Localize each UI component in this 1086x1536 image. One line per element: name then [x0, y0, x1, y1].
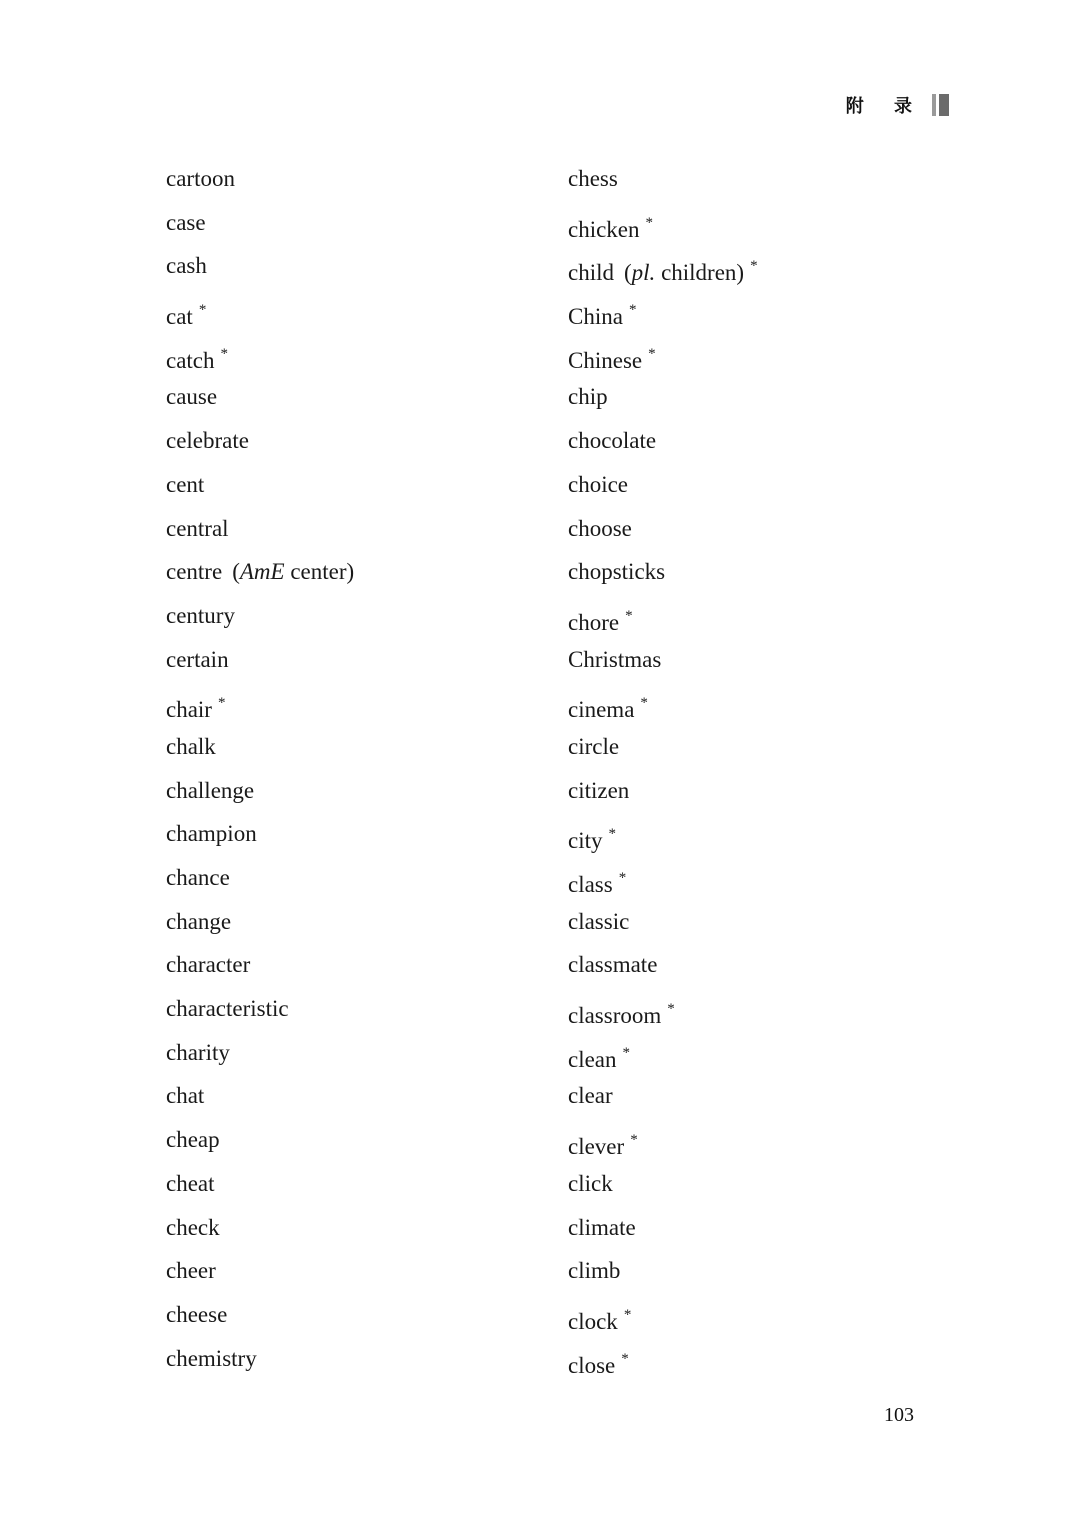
- required-word-asterisk: *: [630, 1132, 638, 1149]
- vocabulary-word: chicken: [568, 216, 640, 242]
- vocabulary-word: China: [568, 304, 623, 330]
- vocabulary-entry: [568, 425, 758, 469]
- vocabulary-entry: [166, 250, 354, 294]
- vocabulary-entry: [166, 1255, 354, 1299]
- vocabulary-word: cause: [166, 384, 218, 410]
- vocabulary-entry: [568, 600, 758, 644]
- vocabulary-entry: [568, 1037, 758, 1081]
- vocabulary-word: celebrate: [166, 428, 249, 454]
- required-word-asterisk: *: [648, 345, 656, 362]
- vocabulary-word: click: [568, 1170, 613, 1196]
- vocabulary-word: cash: [166, 253, 207, 279]
- vocabulary-entry: [166, 381, 354, 425]
- vocabulary-entry: [568, 469, 758, 513]
- required-word-asterisk: *: [608, 826, 616, 843]
- vocabulary-word: citizen: [568, 777, 630, 803]
- vocabulary-entry: [568, 1124, 758, 1168]
- vocabulary-word: clock: [568, 1308, 618, 1334]
- vocabulary-word: cent: [166, 471, 205, 497]
- vocabulary-word: change: [166, 908, 232, 934]
- vocabulary-entry: [166, 731, 354, 775]
- required-word-asterisk: *: [217, 695, 226, 712]
- required-word-asterisk: *: [750, 258, 758, 275]
- vocabulary-entry: [568, 381, 758, 425]
- vocabulary-word: cheap: [166, 1127, 220, 1153]
- vocabulary-word: city: [568, 828, 603, 854]
- vocabulary-word: character: [166, 952, 251, 978]
- vocabulary-entry: [166, 338, 354, 382]
- vocabulary-entry: [166, 862, 354, 906]
- vocabulary-entry: [568, 906, 758, 950]
- vocabulary-word: chocolate: [568, 428, 657, 454]
- vocabulary-word: cheat: [166, 1170, 215, 1196]
- vocabulary-word: check: [166, 1214, 220, 1240]
- vocabulary-entry: [568, 513, 758, 557]
- vocabulary-entry: [166, 644, 354, 688]
- vocabulary-entry: [166, 775, 354, 819]
- vocabulary-entry: [568, 1212, 758, 1256]
- vocabulary-word: chance: [166, 865, 230, 890]
- vocabulary-entry: [166, 207, 354, 251]
- vocabulary-word: case: [166, 209, 206, 235]
- vocabulary-entry: [568, 1080, 758, 1124]
- vocabulary-word: close: [568, 1352, 616, 1378]
- section-marker-icon: [932, 94, 949, 116]
- vocabulary-word: catch: [166, 347, 215, 373]
- vocabulary-entry: [166, 1212, 354, 1256]
- vocabulary-entry: [166, 818, 354, 862]
- vocabulary-word: cheer: [166, 1258, 216, 1284]
- vocabulary-entry: [166, 1343, 354, 1387]
- vocabulary-word: characteristic: [166, 996, 289, 1022]
- vocabulary-word: classic: [568, 908, 630, 934]
- vocabulary-entry: [568, 1255, 758, 1299]
- vocabulary-word: choice: [568, 471, 629, 497]
- vocabulary-word: clear: [568, 1083, 613, 1109]
- vocabulary-word: centre: [166, 559, 223, 585]
- vocabulary-entry: [166, 687, 354, 731]
- vocabulary-entry: [166, 1168, 354, 1212]
- vocabulary-entry: [568, 687, 758, 731]
- vocabulary-entry: [568, 818, 758, 862]
- vocabulary-word: climb: [568, 1258, 621, 1284]
- vocabulary-entry: [166, 513, 354, 557]
- required-word-asterisk: *: [621, 1350, 629, 1367]
- vocabulary-entry: [568, 207, 758, 251]
- vocabulary-word: century: [166, 602, 235, 628]
- vocabulary-word: Christmas: [568, 646, 662, 672]
- vocabulary-word: central: [166, 515, 229, 541]
- vocabulary-entry: [166, 294, 354, 338]
- vocabulary-entry: [166, 1037, 354, 1081]
- word-list-right-column: [568, 163, 758, 1386]
- vocabulary-entry: [568, 250, 758, 294]
- vocabulary-entry: [166, 425, 354, 469]
- vocabulary-entry: [568, 993, 758, 1037]
- required-word-asterisk: *: [220, 345, 229, 362]
- vocabulary-entry: [568, 1299, 758, 1343]
- vocabulary-word: chemistry: [166, 1345, 257, 1371]
- vocabulary-entry: [568, 775, 758, 819]
- running-header: [846, 92, 949, 118]
- vocabulary-entry: [568, 862, 758, 906]
- word-list-left-column: [166, 163, 354, 1386]
- required-word-asterisk: *: [198, 302, 207, 319]
- section-title: 附 录: [845, 96, 924, 117]
- vocabulary-word: cinema: [568, 697, 635, 723]
- vocabulary-word: cat: [166, 304, 193, 330]
- vocabulary-word: clever: [568, 1134, 625, 1160]
- vocabulary-word: chess: [568, 166, 618, 191]
- vocabulary-word: class: [568, 872, 613, 897]
- vocabulary-word: chore: [568, 609, 620, 635]
- vocabulary-entry: [568, 731, 758, 775]
- vocabulary-word: circle: [568, 733, 620, 759]
- vocabulary-entry: [166, 949, 354, 993]
- vocabulary-entry: [166, 600, 354, 644]
- required-word-asterisk: *: [618, 870, 627, 886]
- required-word-asterisk: *: [667, 1001, 675, 1018]
- vocabulary-entry: [568, 644, 758, 688]
- vocabulary-word: chopsticks: [568, 559, 666, 585]
- vocabulary-word: cheese: [166, 1301, 228, 1327]
- vocabulary-entry: [568, 294, 758, 338]
- vocabulary-word: choose: [568, 515, 632, 541]
- vocabulary-entry: [166, 163, 354, 207]
- vocabulary-word: climate: [568, 1214, 636, 1240]
- vocabulary-entry: [166, 906, 354, 950]
- vocabulary-entry: [166, 1080, 354, 1124]
- required-word-asterisk: *: [622, 1044, 631, 1061]
- vocabulary-word: charity: [166, 1039, 230, 1065]
- vocabulary-entry: [166, 993, 354, 1037]
- vocabulary-entry: [568, 1168, 758, 1212]
- vocabulary-word: certain: [166, 646, 229, 672]
- section-marker-thin-bar: [932, 94, 936, 116]
- vocabulary-word: Chinese: [568, 347, 643, 373]
- vocabulary-word: chalk: [166, 733, 216, 759]
- vocabulary-word: cartoon: [166, 166, 235, 191]
- vocabulary-entry: [568, 949, 758, 993]
- required-word-asterisk: *: [623, 1306, 632, 1323]
- required-word-asterisk: *: [628, 302, 637, 319]
- vocabulary-word: clean: [568, 1046, 617, 1072]
- vocabulary-entry: [166, 1124, 354, 1168]
- section-marker-thick-bar: [939, 94, 949, 116]
- vocabulary-entry: [166, 556, 354, 600]
- vocabulary-word: chair: [166, 697, 212, 723]
- vocabulary-entry: [166, 469, 354, 513]
- page-number: 103: [884, 1404, 914, 1426]
- vocabulary-word: classroom: [568, 1003, 662, 1029]
- vocabulary-entry: [568, 163, 758, 207]
- vocabulary-note: (pl. children): [624, 260, 745, 286]
- required-word-asterisk: *: [645, 214, 654, 231]
- vocabulary-word: challenge: [166, 777, 255, 803]
- vocabulary-note: (AmE center): [232, 559, 355, 585]
- vocabulary-entry: [568, 556, 758, 600]
- vocabulary-word: chat: [166, 1083, 205, 1109]
- required-word-asterisk: *: [640, 695, 648, 712]
- vocabulary-entry: [166, 1299, 354, 1343]
- vocabulary-entry: [568, 1343, 758, 1387]
- vocabulary-word: champion: [166, 821, 257, 847]
- vocabulary-word: child: [568, 260, 614, 286]
- required-word-asterisk: *: [625, 607, 633, 624]
- vocabulary-word: classmate: [568, 952, 658, 978]
- vocabulary-entry: [568, 338, 758, 382]
- vocabulary-word: chip: [568, 384, 608, 410]
